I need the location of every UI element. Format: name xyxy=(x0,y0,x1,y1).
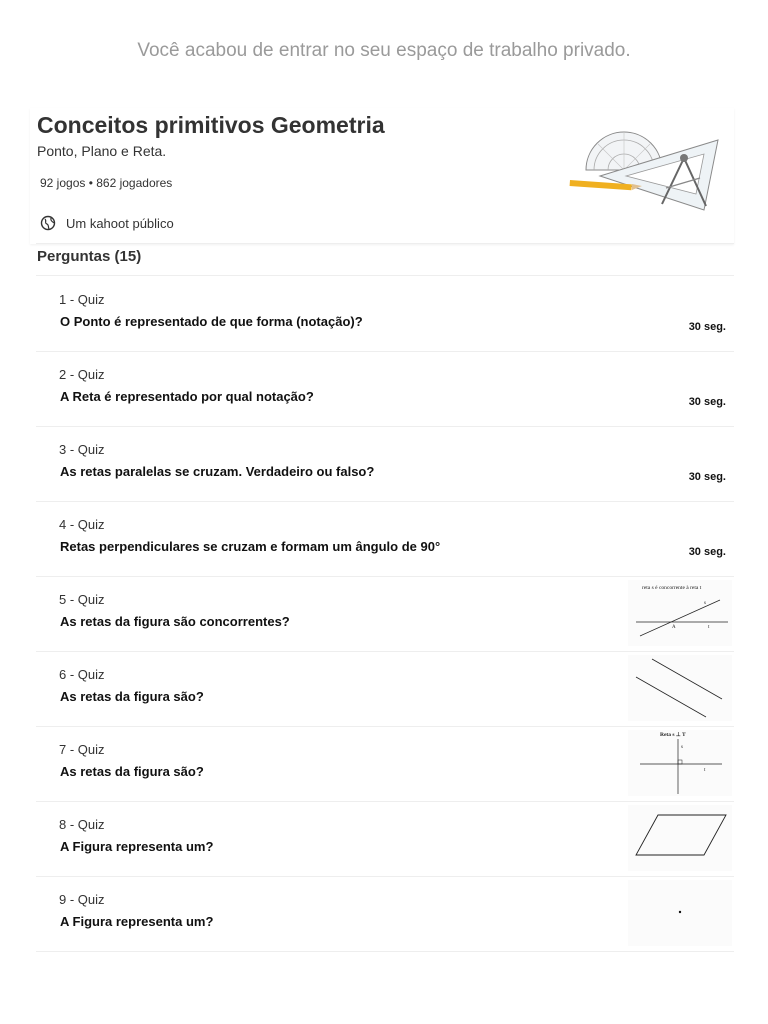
kahoot-stats: 92 jogos • 862 jogadores xyxy=(40,176,173,190)
kahoot-header-card xyxy=(30,108,734,244)
kahoot-description: Ponto, Plano e Reta. xyxy=(37,143,167,159)
question-time-limit: 30 seg. xyxy=(688,471,726,483)
question-type: 2 - Quiz xyxy=(59,367,105,382)
question-time-limit: 30 seg. xyxy=(688,396,726,408)
question-item-8[interactable] xyxy=(36,801,734,877)
visibility-row xyxy=(40,215,174,231)
geometry-tools-cover-image xyxy=(566,118,730,222)
svg-text:s: s xyxy=(704,601,706,606)
question-time-limit: 30 seg. xyxy=(688,321,726,333)
question-type: 6 - Quiz xyxy=(59,667,105,682)
question-item-6[interactable] xyxy=(36,651,734,727)
question-text: As retas da figura são? xyxy=(60,764,204,779)
question-type: 3 - Quiz xyxy=(59,442,105,457)
question-type: 4 - Quiz xyxy=(59,517,105,532)
questions-heading: Perguntas (15) xyxy=(37,248,142,265)
question-item-3[interactable] xyxy=(36,426,734,502)
question-image xyxy=(628,880,732,946)
svg-text:t: t xyxy=(708,625,710,630)
question-type: 5 - Quiz xyxy=(59,592,105,607)
question-type: 7 - Quiz xyxy=(59,742,105,757)
question-type: 9 - Quiz xyxy=(59,892,105,907)
question-type: 8 - Quiz xyxy=(59,817,105,832)
figure-caption: Reta s ⊥ T xyxy=(660,732,686,738)
globe-icon xyxy=(40,215,56,231)
question-image xyxy=(628,580,732,646)
question-text: A Figura representa um? xyxy=(60,839,214,854)
visibility-label: Um kahoot público xyxy=(66,215,174,231)
svg-text:A: A xyxy=(672,625,676,630)
question-item-2[interactable] xyxy=(36,351,734,427)
question-text: A Figura representa um? xyxy=(60,914,214,929)
question-text: As retas da figura são concorrentes? xyxy=(60,614,290,629)
question-text: As retas da figura são? xyxy=(60,689,204,704)
svg-text:t: t xyxy=(704,768,706,773)
svg-text:s: s xyxy=(681,745,683,750)
question-image xyxy=(628,655,732,721)
question-item-1[interactable] xyxy=(36,276,734,352)
divider xyxy=(36,243,734,244)
question-time-limit: 30 seg. xyxy=(688,546,726,558)
question-item-9[interactable] xyxy=(36,876,734,952)
question-text: Retas perpendiculares se cruzam e formam um ângulo de 90° xyxy=(60,539,441,554)
question-text: O Ponto é representado de que forma (notação)? xyxy=(60,314,363,329)
question-item-7[interactable] xyxy=(36,726,734,802)
question-image xyxy=(628,805,732,871)
private-workspace-banner: Você acabou de entrar no seu espaço de trabalho privado. xyxy=(137,40,631,61)
figure-caption: reta s é concorrente à reta t xyxy=(642,585,702,591)
kahoot-title: Conceitos primitivos Geometria xyxy=(37,112,385,138)
question-item-5[interactable] xyxy=(36,576,734,652)
question-text: As retas paralelas se cruzam. Verdadeiro ou falso? xyxy=(60,464,375,479)
question-item-4[interactable] xyxy=(36,501,734,577)
question-type: 1 - Quiz xyxy=(59,292,105,307)
question-text: A Reta é representado por qual notação? xyxy=(60,389,314,404)
question-image xyxy=(628,730,732,796)
